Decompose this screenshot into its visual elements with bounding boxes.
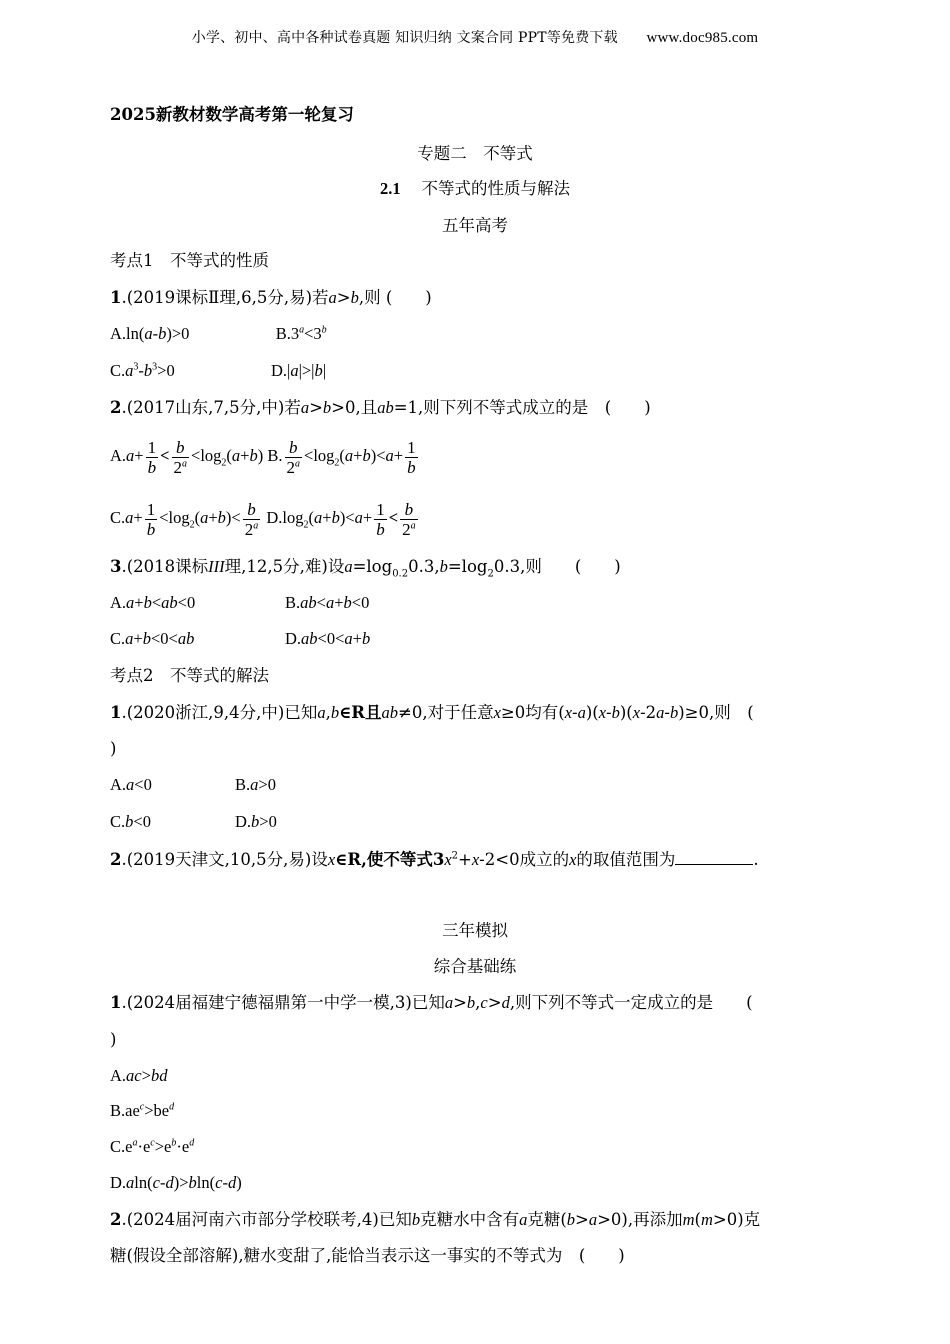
k2-question-1-options-ab: [110, 774, 842, 796]
log-base: 0.2: [392, 568, 409, 580]
section-number: 2.1: [379, 179, 401, 198]
question-source: .(2018课标: [121, 557, 209, 576]
log-base: 2: [487, 568, 494, 580]
k2-question-1-options-cd: [110, 811, 842, 833]
kaodian-1-heading: 考点1 不等式的性质: [110, 251, 269, 270]
site-url-link[interactable]: www.doc985.com: [646, 30, 759, 46]
log-text: log: [313, 446, 335, 465]
option-label: B.: [235, 775, 251, 794]
question-1-options-ab: [110, 323, 842, 345]
mock-question-2-line2: 糖(假设全部溶解),糖水变甜了,能恰当表示这一事实的不等式为 ( ): [110, 1246, 625, 1265]
option-label: D.: [110, 1173, 127, 1192]
question-text: 克糖(: [527, 1210, 567, 1229]
question-3-stem: 3.(2018课标III理,12,5分,难)设$a=\log_{0.2}0.3,b=\log_20.3$,则 ( ): [110, 557, 621, 580]
log-text: =log: [352, 557, 393, 576]
log-value: 0.3,: [408, 557, 440, 576]
question-source: .(2019天津文,10,5分,易)设: [121, 850, 328, 869]
option-label: D.: [235, 812, 252, 831]
question-2-options-cd: [110, 495, 842, 541]
option-end: )>0: [166, 324, 190, 343]
question-tail: ,则 ( ): [358, 288, 432, 307]
roman-numeral: III: [208, 557, 225, 576]
mock-question-2-stem: 2.(2024届河南六市部分学校联考,4)已知b克糖水中含有a克糖(b>a>0),再添加m(m>0)克: [110, 1210, 761, 1229]
k2-question-1-close: ): [110, 739, 117, 758]
log-base: 2: [303, 519, 309, 531]
log-base: 2: [221, 457, 227, 469]
option-label: A.ln(: [110, 324, 145, 343]
question-1-stem: 1.(2019课标Ⅱ理,6,5分,易)若a>b,则 ( ): [110, 288, 432, 307]
question-source: .(2024届河南六市部分学校联考,4)已知: [121, 1210, 412, 1229]
question-end: 的取值范围为: [576, 850, 676, 869]
question-source: .(2019课标Ⅱ理,6,5分,易)若: [121, 288, 329, 307]
option-label: D.: [266, 508, 283, 527]
question-number: 1: [110, 703, 122, 722]
option-label: B.3: [275, 324, 300, 343]
log-base: 2: [334, 457, 340, 469]
option-d: D.|a|>|b|: [270, 361, 327, 380]
question-2-stem: 2.(2017山东,7,5分,中)若a>b>0,且ab=1,则下列不等式成立的是 ( ): [110, 398, 651, 417]
option-d: D.ab<0<a+b: [285, 629, 371, 648]
question-source: .(2017山东,7,5分,中)若: [121, 398, 301, 417]
question-number: 2: [110, 850, 122, 869]
question-3-options-ab: [110, 592, 842, 614]
option-c: C.a+b<0<ab: [110, 629, 195, 648]
option-label: B.: [267, 446, 283, 465]
option-d: $D.\log_2(a+b)<a+$ $\frac{1}{b}$ < $\frac{b}{2^a}$: [266, 499, 416, 539]
option-c: $C.a^3-b^3>0$: [110, 361, 175, 380]
period: .: [753, 850, 759, 869]
question-mid: >0,且: [331, 398, 378, 417]
option-label: C.: [110, 629, 126, 648]
mock-question-1-stem: 1.(2024届福建宁德福鼎第一中学一模,3)已知a>b,c>d,则下列不等式一定成立的是 (: [110, 993, 753, 1012]
log-text: log: [168, 508, 190, 527]
option-b: $B.ae^c>be^d$: [110, 1101, 175, 1120]
kaodian-2-heading: 考点2 不等式的解法: [110, 666, 269, 685]
option-label: C.: [110, 361, 126, 380]
option-label: A.: [110, 775, 127, 794]
option-d: D.aln(c-d)>bln(c-d): [110, 1173, 242, 1192]
part-subheading: 综合基础练: [433, 957, 517, 976]
question-source: .(2024届福建宁德福鼎第一中学一模,3)已知: [121, 993, 445, 1012]
question-tail: )≥0,则 (: [678, 703, 754, 722]
question-number: 2: [110, 398, 122, 417]
plus: +: [458, 850, 472, 869]
part-heading-five-years: 五年高考: [442, 216, 508, 235]
question-source: .(2020浙江,9,4分,中)已知: [121, 703, 318, 722]
question-1-options-cd: [110, 360, 842, 382]
option-b: $B.3^a<3^b$: [275, 324, 327, 343]
set-text: ∈R且: [339, 703, 382, 722]
log-base: 2: [189, 519, 195, 531]
question-tail: =1,则下列不等式成立的是 ( ): [393, 398, 651, 417]
option-b: B. $\frac{b}{2^a}$ $<\log_2(a+b)<a+$ $\frac{1}{b}$: [267, 437, 416, 477]
option-c: C.b<0: [110, 812, 151, 831]
option-label: C.: [110, 812, 126, 831]
log-text: log: [200, 446, 222, 465]
option-d: D.b>0: [235, 812, 277, 831]
question-text: >0),再添加: [597, 1210, 683, 1229]
option-c: $C.e^a\cdot e^c>e^b\cdot e^d$: [110, 1137, 195, 1156]
option-b: B.a>0: [235, 775, 276, 794]
option-a: A.a+ $\frac{1}{b}$ < $\frac{b}{2^a}$ $<\log_2(a+b)$: [110, 437, 264, 477]
part-heading-three-years: 三年模拟: [442, 921, 508, 940]
k2-question-1-stem: 1.(2020浙江,9,4分,中)已知a,b∈R且ab≠0,对于任意x≥0均有(x-a)(x-b)(x-2a-b)≥0,则 (: [110, 703, 754, 722]
option-label: C.: [110, 508, 126, 527]
option-a: A.a<0: [110, 775, 152, 794]
option-label: B.ae: [110, 1101, 140, 1120]
log-text: =log: [447, 557, 488, 576]
question-cond: ≠0,对于任意: [398, 703, 494, 722]
question-source-2: 理,12,5分,难)设: [224, 557, 345, 576]
section-heading: [0, 178, 950, 200]
option-label: B.: [285, 593, 301, 612]
question-3-options-cd: [110, 628, 842, 650]
question-number: 2: [110, 1210, 122, 1229]
answer-blank[interactable]: [675, 848, 753, 865]
question-tail: -2<0成立的: [479, 850, 570, 869]
question-2-options-ab: [110, 433, 842, 479]
site-header-text: 小学、初中、高中各种试卷真题 知识归纳 文案合同 PPT等免费下载: [191, 30, 618, 46]
set-text: ∈R,使不等式3: [335, 850, 445, 869]
k2-question-2-stem: 2.(2019天津文,10,5分,易)设x∈R,使不等式$3x^2+x-2<0$成立的x的取值范围为 .: [110, 850, 759, 869]
option-a: A.ac>bd: [110, 1066, 168, 1085]
doc-title: 2025新教材数学高考第一轮复习: [110, 105, 354, 124]
question-text: >0)克: [712, 1210, 761, 1229]
option-b: B.ab<a+b<0: [285, 593, 370, 612]
option-a: A.a+b<ab<0: [110, 593, 196, 612]
option-c: C.a+ $\frac{1}{b}$ $<\log_2(a+b)<$ $\frac{b}{2^a}$: [110, 499, 259, 539]
question-cond-2: ≥0均有(: [500, 703, 565, 722]
option-label: A.: [110, 446, 127, 465]
mock-question-1-close: ): [110, 1030, 117, 1049]
question-number: 1: [110, 288, 122, 307]
question-tail: ,则下列不等式一定成立的是 (: [509, 993, 753, 1012]
option-label: D.|: [270, 361, 291, 380]
question-number: 1: [110, 993, 122, 1012]
log-text: log: [282, 508, 304, 527]
question-number: 3: [110, 557, 122, 576]
option-label: D.: [285, 629, 302, 648]
site-header: [0, 27, 950, 47]
question-text: 克糖水中含有: [420, 1210, 520, 1229]
topic-heading: 专题二 不等式: [417, 144, 533, 163]
option-a: A.ln(a-b)>0: [110, 324, 190, 343]
option-label: A.: [110, 1066, 127, 1085]
question-tail: 0.3,则 ( ): [493, 557, 621, 576]
option-label: A.: [110, 593, 127, 612]
section-title: 不等式的性质与解法: [421, 179, 571, 198]
option-label: C.e: [110, 1137, 133, 1156]
